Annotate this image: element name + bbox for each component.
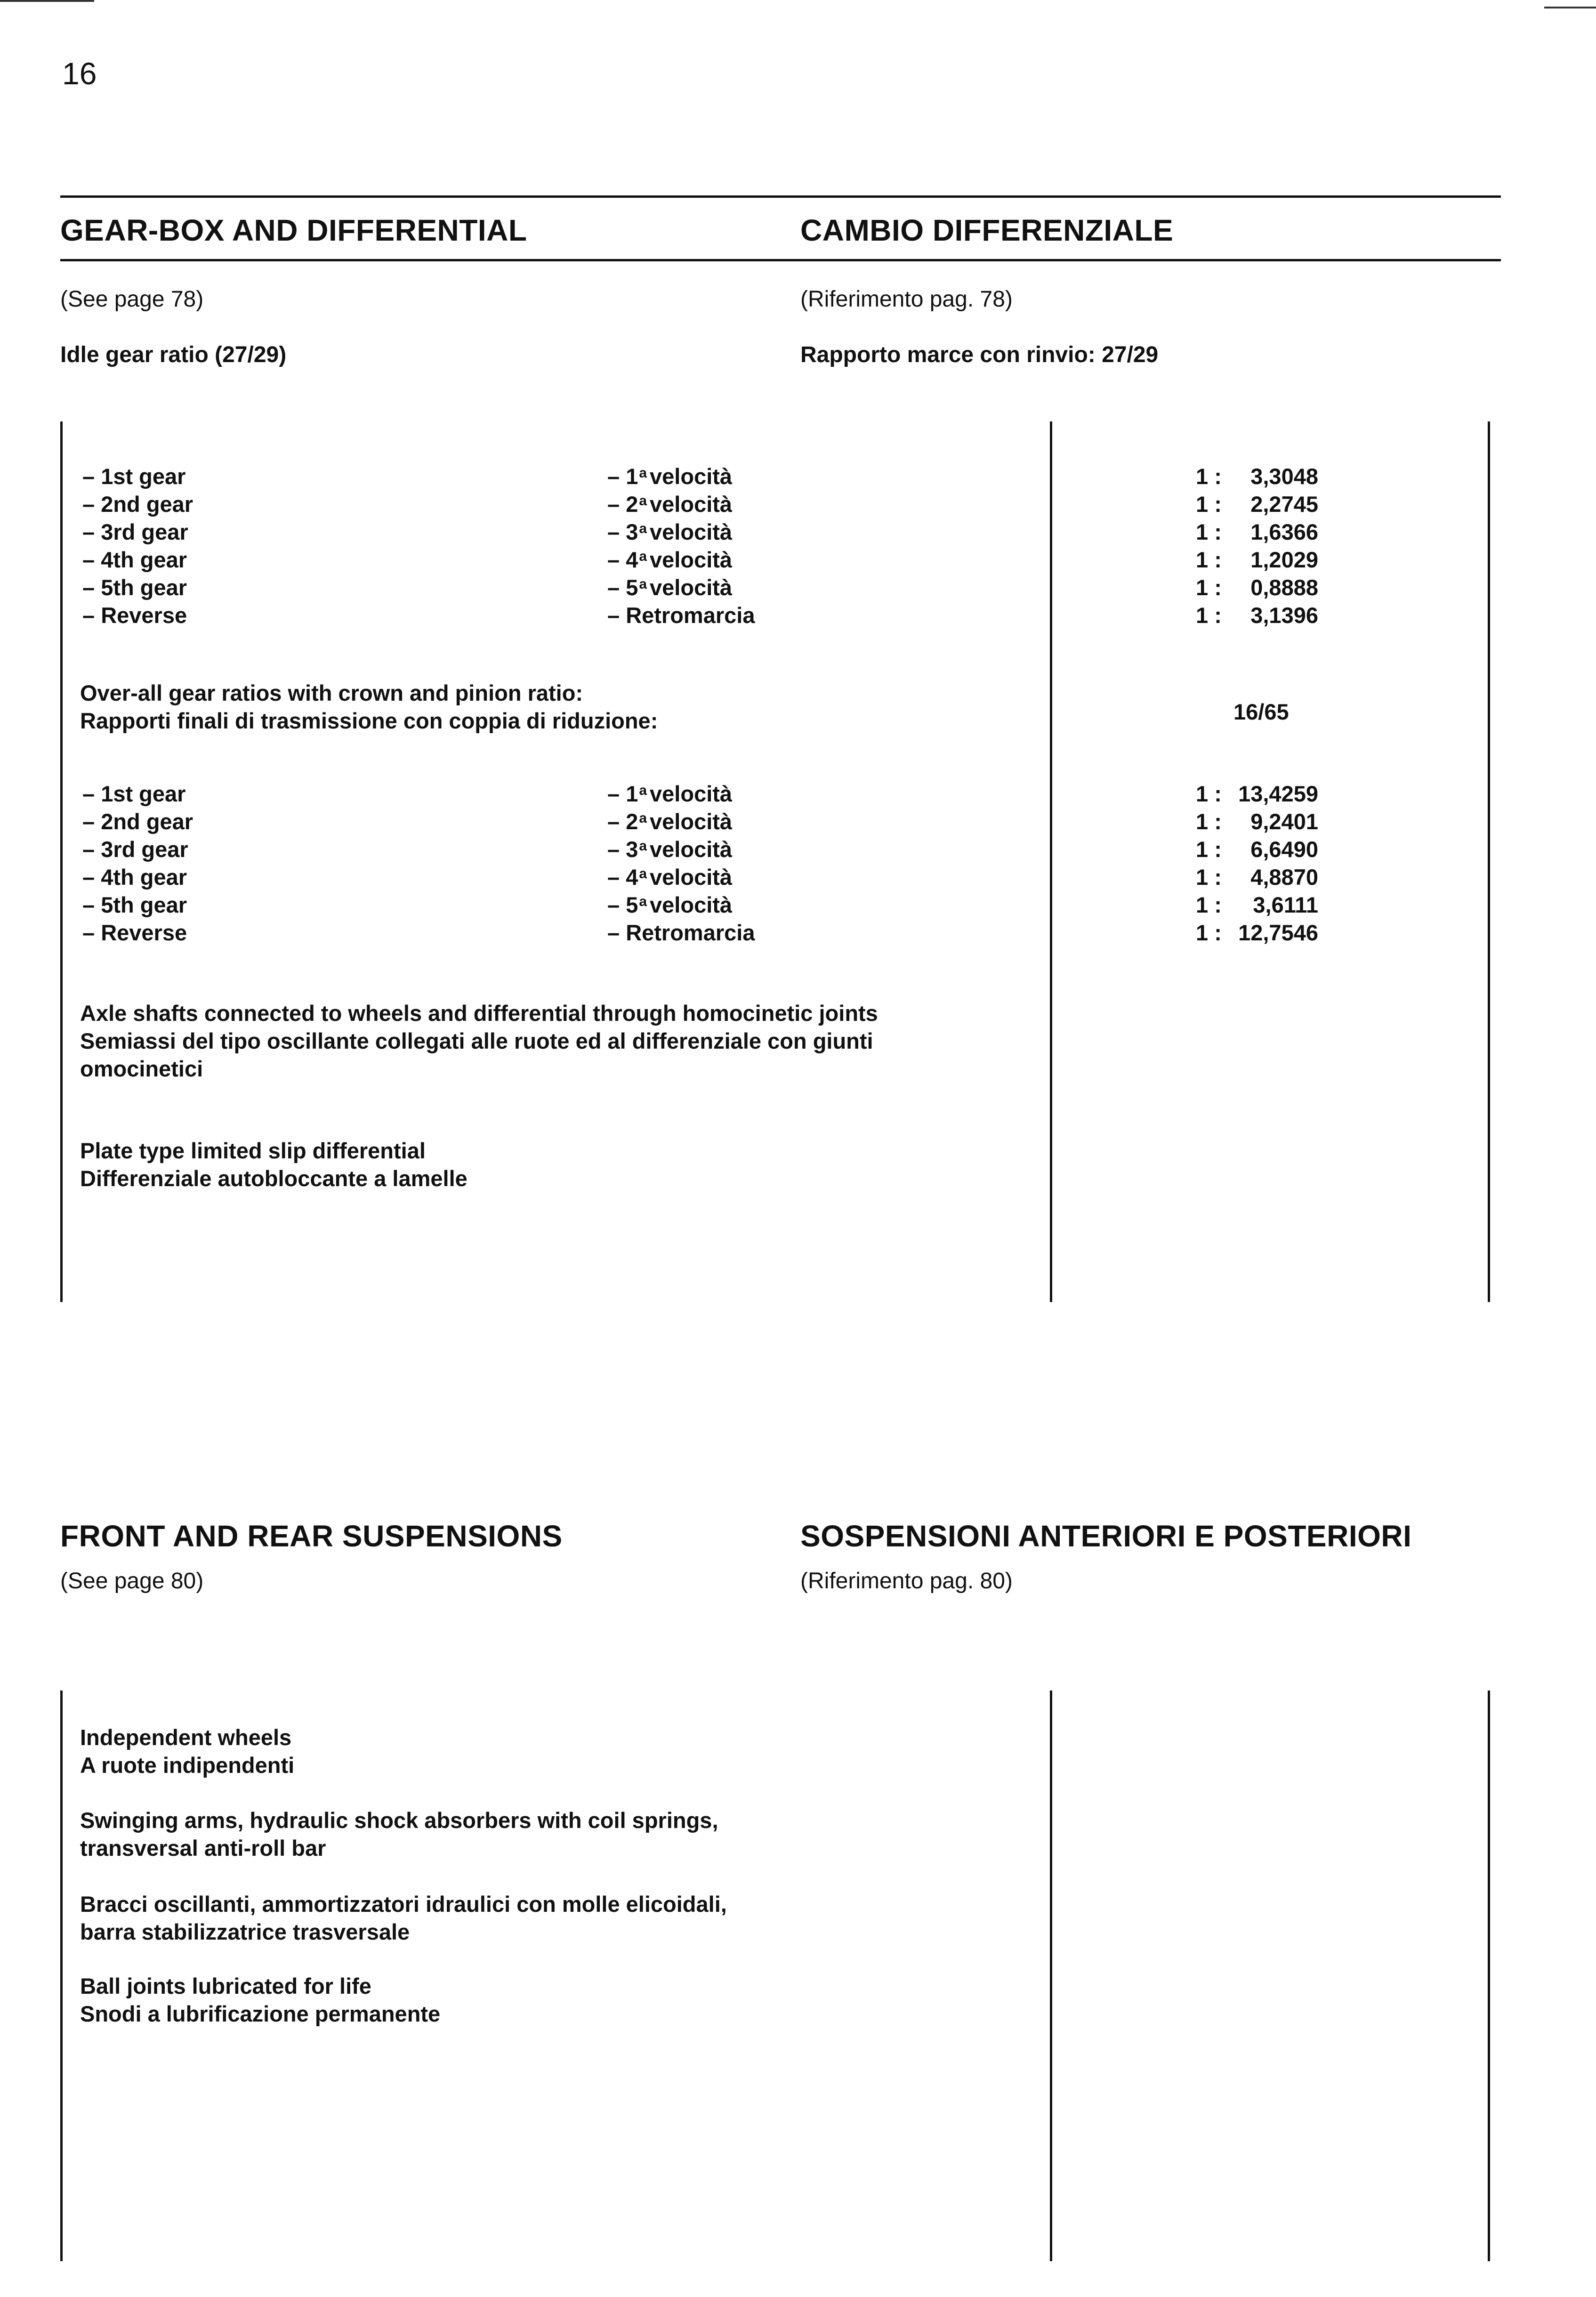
list-item: – 2nd gear bbox=[82, 492, 193, 517]
joints-en: Ball joints lubricated for life bbox=[80, 1973, 371, 1998]
axle-shafts-it: Semiassi del tipo oscillante collegati alle ruote ed al differenziale con giunti bbox=[80, 1028, 873, 1053]
section-title-it: SOSPENSIONI ANTERIORI E POSTERIORI bbox=[800, 1519, 1412, 1553]
page-reference-en: (See page 78) bbox=[60, 287, 204, 312]
arms-note-en bbox=[80, 1806, 718, 1862]
table-right-border bbox=[1488, 1690, 1490, 2261]
section-title-en: FRONT AND REAR SUSPENSIONS bbox=[60, 1519, 563, 1553]
table-left-border bbox=[60, 1690, 63, 2261]
list-item: – 5$^a$ velocità bbox=[607, 892, 733, 917]
idle-ratio-it: Rapporto marce con rinvio: 27/29 bbox=[800, 342, 1159, 367]
ratio-row: 1 : 13,4259 bbox=[1196, 781, 1318, 806]
list-item: – 5th gear bbox=[82, 575, 187, 600]
ratio-row: 1 : 12,7546 bbox=[1196, 920, 1318, 945]
arms-note-it bbox=[80, 1890, 727, 1946]
list-item: – 4$^a$ velocità bbox=[607, 547, 733, 572]
overall-ratio-it: Rapporti finali di trasmissione con coppia di riduzione: bbox=[80, 708, 658, 733]
idle-ratio-en: Idle gear ratio (27/29) bbox=[60, 342, 287, 367]
table-right-border bbox=[1488, 421, 1490, 1302]
axle-shafts-note bbox=[80, 999, 878, 1083]
gear-ratio-list bbox=[1186, 462, 1318, 629]
joints-note bbox=[80, 1972, 440, 2028]
differential-it: Differenziale autobloccante a lamelle bbox=[80, 1166, 468, 1191]
gear-list-it bbox=[607, 462, 755, 629]
scan-edge-mark bbox=[1544, 7, 1596, 8]
ratio-row: 1 : 2,2745 bbox=[1196, 492, 1318, 517]
page-reference-it: (Riferimento pag. 78) bbox=[800, 287, 1013, 312]
list-item: – 3rd gear bbox=[82, 519, 188, 544]
scan-edge-mark bbox=[0, 0, 94, 2]
overall-ratio-en: Over-all gear ratios with crown and pinion ratio: bbox=[80, 680, 583, 705]
final-ratio-list bbox=[1186, 780, 1318, 946]
final-gear-list-en bbox=[82, 780, 193, 946]
ratio-row: 1 : 3,1396 bbox=[1196, 603, 1318, 628]
list-item: – 1$^a$ velocità bbox=[607, 464, 733, 489]
list-item: – 4th gear bbox=[82, 547, 187, 572]
list-item: – 4$^a$ velocità bbox=[607, 865, 733, 890]
section-top-rule bbox=[60, 195, 1501, 198]
arms-it-line: Bracci oscillanti, ammortizzatori idraulici con molle elicoidali, bbox=[80, 1892, 727, 1917]
ratio-row: 1 : 3,6111 bbox=[1196, 892, 1318, 917]
list-item: – 3$^a$ velocità bbox=[607, 837, 733, 862]
section-title-en: GEAR-BOX AND DIFFERENTIAL bbox=[60, 213, 527, 247]
ratio-row: 1 : 4,8870 bbox=[1196, 865, 1318, 890]
list-item: – 1st gear bbox=[82, 464, 186, 489]
ratio-row: 1 : 3,3048 bbox=[1196, 464, 1318, 489]
differential-note bbox=[80, 1137, 468, 1192]
final-gear-list-it bbox=[607, 780, 755, 946]
list-item: – Retromarcia bbox=[607, 603, 755, 628]
table-left-border bbox=[60, 421, 63, 1302]
page-reference-en: (See page 80) bbox=[60, 1569, 204, 1593]
list-item: – 2$^a$ velocità bbox=[607, 809, 733, 834]
wheels-en: Independent wheels bbox=[80, 1725, 292, 1750]
list-item: – 5$^a$ velocità bbox=[607, 575, 733, 600]
wheels-note bbox=[80, 1723, 294, 1779]
arms-en-line: Swinging arms, hydraulic shock absorbers with coil springs, bbox=[80, 1808, 718, 1833]
differential-en: Plate type limited slip differential bbox=[80, 1138, 426, 1163]
axle-shafts-en: Axle shafts connected to wheels and differential through homocinetic joints bbox=[80, 1001, 878, 1026]
axle-shafts-it-cont: omocinetici bbox=[80, 1056, 203, 1081]
ratio-row: 1 : 1,6366 bbox=[1196, 519, 1318, 544]
section-title-it: CAMBIO DIFFERENZIALE bbox=[800, 213, 1174, 247]
list-item: – Reverse bbox=[82, 603, 187, 628]
gear-list-en bbox=[82, 462, 193, 629]
list-item: – 1$^a$ velocità bbox=[607, 781, 733, 806]
joints-it: Snodi a lubrificazione permanente bbox=[80, 2001, 441, 2026]
overall-ratio-heading bbox=[80, 679, 658, 735]
arms-en-line: transversal anti-roll bar bbox=[80, 1836, 326, 1860]
wheels-it: A ruote indipendenti bbox=[80, 1753, 295, 1778]
list-item: – 5th gear bbox=[82, 892, 187, 917]
ratio-row: 1 : 0,8888 bbox=[1196, 575, 1318, 600]
list-item: – 3rd gear bbox=[82, 837, 188, 862]
list-item: – 2nd gear bbox=[82, 809, 193, 834]
page-reference-it: (Riferimento pag. 80) bbox=[800, 1569, 1013, 1593]
ratio-row: 1 : 6,6490 bbox=[1196, 837, 1318, 862]
ratio-row: 1 : 9,2401 bbox=[1196, 809, 1318, 834]
page-number: 16 bbox=[62, 56, 97, 91]
list-item: – Retromarcia bbox=[607, 920, 755, 945]
ratio-row: 1 : 1,2029 bbox=[1196, 547, 1318, 572]
table-divider bbox=[1050, 1690, 1052, 2261]
section-title-rule bbox=[60, 259, 1501, 261]
list-item: – 4th gear bbox=[82, 865, 187, 890]
arms-it-line: barra stabilizzatrice trasversale bbox=[80, 1919, 410, 1944]
crown-pinion-ratio: 16/65 bbox=[1233, 699, 1289, 724]
list-item: – 2$^a$ velocità bbox=[607, 492, 733, 517]
table-divider bbox=[1050, 421, 1052, 1302]
list-item: – 3$^a$ velocità bbox=[607, 519, 733, 544]
list-item: – 1st gear bbox=[82, 781, 186, 806]
list-item: – Reverse bbox=[82, 920, 187, 945]
